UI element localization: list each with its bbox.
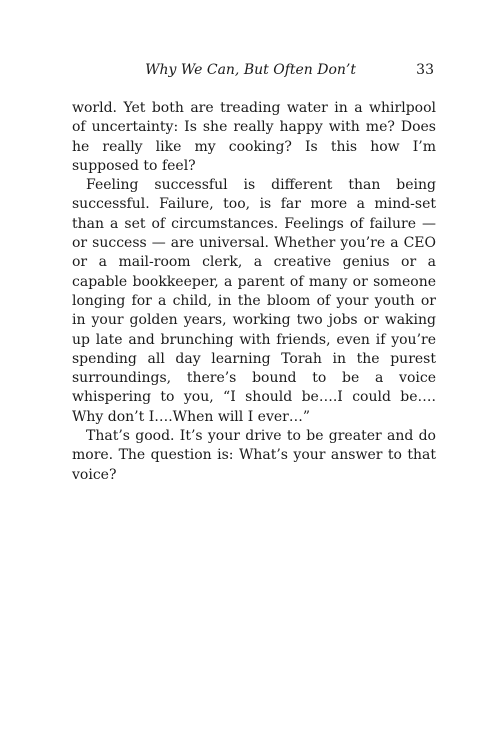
paragraph: Feeling successful is different than being successful. Failure, too, is far more a mind-set than a set of circumstances. Feelings of failure — or success — are universal. Whether you’re a CEO or a mail-room clerk, a creative genius or a capable bookkeeper, a parent of many or someone longing for a child, in the bloom of your youth or in your golden years, working two jobs or waking up late and brunching with friends, even if you’re spending all day learning Torah in the purest surroundings, there’s bound to be a voice whispering to you, “I should be….I could be…. Why don’t I….When will I ever…” (72, 177, 436, 425)
running-title: Why We Can, But Often Don’t (145, 62, 356, 78)
page-number: 33 (416, 62, 434, 78)
running-head (72, 62, 434, 82)
paragraph: That’s good. It’s your drive to be greater and do more. The question is: What’s your answer to that voice? (72, 428, 436, 483)
paragraph-continued: world. Yet both are treading water in a whirlpool of uncertainty: Is she really happy with me? Does he really like my cooking? Is this how I’m supposed to feel? (72, 100, 436, 174)
body-text (72, 99, 436, 485)
